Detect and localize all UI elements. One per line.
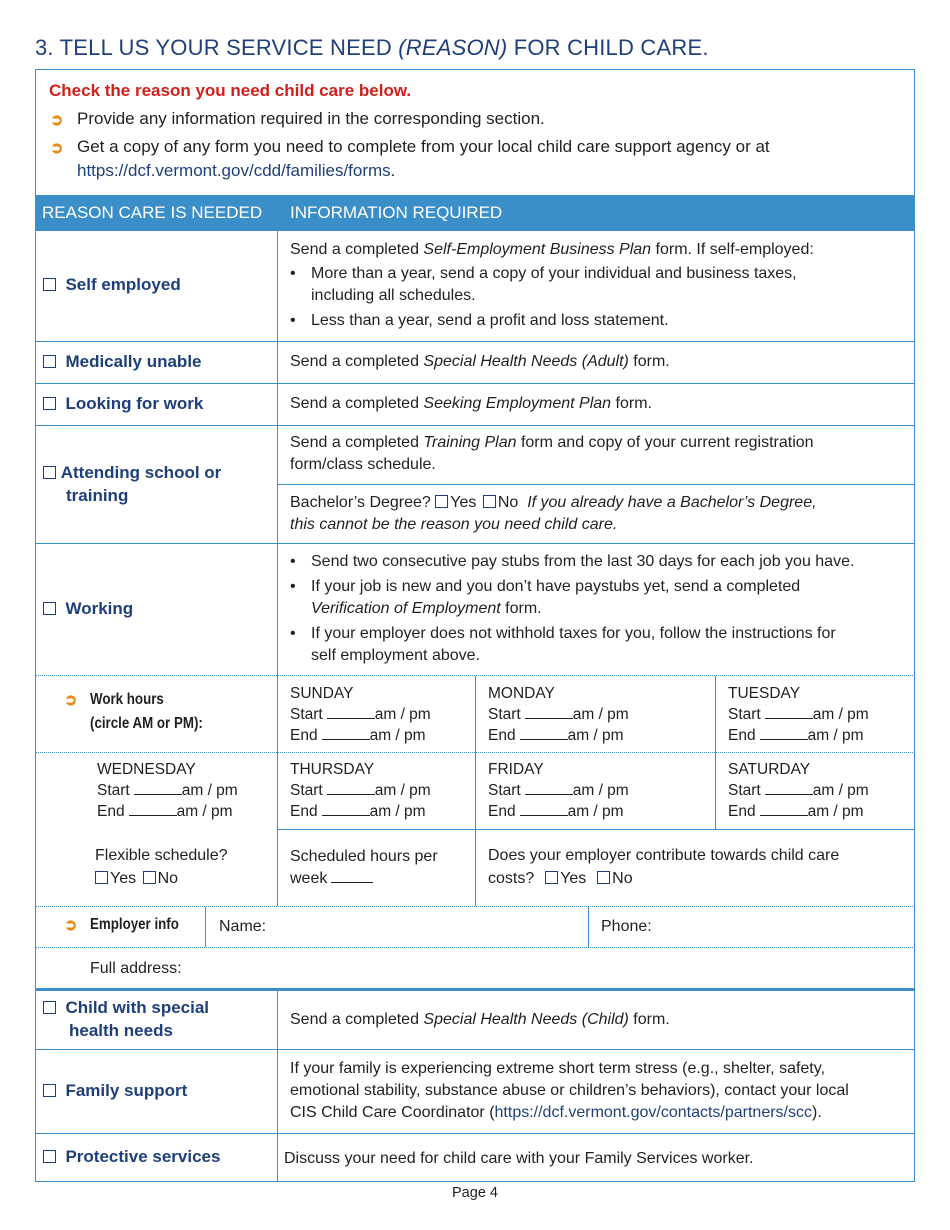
protective-info: Discuss your need for child care with your Family Services worker.	[284, 1150, 754, 1167]
looking-for-work-info: Send a completed Seeking Employment Plan form.	[290, 395, 652, 412]
start-time-field[interactable]	[765, 782, 813, 795]
row-divider	[35, 543, 915, 544]
flexible-schedule-label: Flexible schedule?	[95, 847, 228, 864]
checkbox[interactable]	[43, 278, 56, 291]
reason-school[interactable]: Attending school or	[43, 463, 221, 483]
employer-info-label: Employer info	[90, 916, 179, 933]
reason-self-employed[interactable]: Self employed	[43, 275, 181, 295]
divider	[277, 990, 278, 1182]
work-hours-label: Work hours	[90, 691, 164, 708]
table-header	[35, 195, 915, 231]
end-time-field[interactable]	[129, 803, 177, 816]
bullet: • More than a year, send a copy of your individual and business taxes,	[290, 265, 797, 282]
header-info: INFORMATION REQUIRED	[290, 203, 503, 222]
contribute-no-checkbox[interactable]	[597, 871, 610, 884]
row-divider	[35, 341, 915, 342]
school-info: Send a completed Training Plan form and copy of your current registration	[290, 434, 814, 451]
row-divider	[35, 1049, 915, 1050]
checkbox[interactable]	[43, 355, 56, 368]
family-support-line1: If your family is experiencing extreme short term stress (e.g., shelter, safety,	[290, 1060, 826, 1077]
work-hours-sublabel: (circle AM or PM):	[90, 715, 203, 732]
end-time-field[interactable]	[760, 727, 808, 740]
end-time-field[interactable]	[520, 727, 568, 740]
section-divider	[35, 988, 915, 991]
row-divider	[35, 383, 915, 384]
forms-link-line: https://dcf.vermont.gov/cdd/families/forms.	[77, 161, 396, 180]
self-employed-info: Send a completed Self-Employment Business Plan form. If self-employed:	[290, 241, 814, 258]
page-number: Page 4	[452, 1185, 498, 1201]
day-wednesday: WEDNESDAY Start am / pm End am / pm	[97, 761, 238, 820]
arrow-icon: ➲	[50, 112, 64, 129]
child-special-info: Send a completed Special Health Needs (Child) form.	[290, 1011, 670, 1028]
instruction-item: Provide any information required in the corresponding section.	[77, 109, 545, 128]
day-thursday: THURSDAY Start am / pm End am / pm	[290, 761, 431, 820]
divider	[715, 676, 716, 829]
start-time-field[interactable]	[525, 706, 573, 719]
reason-child-special-needs[interactable]: Child with special	[43, 998, 209, 1018]
scheduled-hours-week: week	[290, 868, 373, 890]
bachelor-yes-checkbox[interactable]	[435, 495, 448, 508]
divider	[205, 907, 206, 947]
bullet: • If your employer does not withhold taxes for you, follow the instructions for	[290, 625, 836, 642]
medically-unable-info: Send a completed Special Health Needs (Adult) form.	[290, 353, 670, 370]
employer-contribute-options: costs? Yes No	[488, 870, 633, 887]
checkbox[interactable]	[43, 1001, 56, 1014]
row-divider	[35, 1133, 915, 1134]
start-time-field[interactable]	[134, 782, 182, 795]
arrow-icon: ➲	[50, 140, 64, 157]
row-divider	[277, 484, 915, 485]
flexible-schedule-options: Yes No	[95, 868, 178, 890]
contribute-yes-checkbox[interactable]	[545, 871, 558, 884]
bullet: • If your job is new and you don’t have paystubs yet, send a completed	[290, 578, 801, 595]
bachelor-no-checkbox[interactable]	[483, 495, 496, 508]
row-divider	[35, 947, 915, 948]
family-support-line2: emotional stability, substance abuse or children’s behaviors), contact your local	[290, 1082, 849, 1099]
flexible-no-checkbox[interactable]	[143, 871, 156, 884]
reason-looking-for-work[interactable]: Looking for work	[43, 394, 203, 414]
reason-family-support[interactable]: Family support	[43, 1081, 187, 1101]
day-sunday: SUNDAY Start am / pm End am / pm	[290, 685, 431, 744]
reason-school-line2: training	[66, 486, 129, 505]
instruction-item: Get a copy of any form you need to complete from your local child care support agency or at	[77, 137, 770, 156]
start-time-field[interactable]	[327, 706, 375, 719]
divider	[588, 907, 589, 947]
bullet-cont: including all schedules.	[311, 287, 476, 304]
reason-child-special-needs-line2: health needs	[69, 1021, 173, 1040]
arrow-icon: ➲	[64, 917, 78, 934]
divider	[277, 231, 278, 676]
day-friday: FRIDAY Start am / pm End am / pm	[488, 761, 629, 820]
header-reason: REASON CARE IS NEEDED	[42, 203, 263, 222]
end-time-field[interactable]	[760, 803, 808, 816]
checkbox[interactable]	[43, 397, 56, 410]
row-divider	[35, 906, 915, 907]
reason-medically-unable[interactable]: Medically unable	[43, 352, 202, 372]
scheduled-hours-label: Scheduled hours per	[290, 848, 438, 865]
flexible-yes-checkbox[interactable]	[95, 871, 108, 884]
checkbox[interactable]	[43, 466, 56, 479]
reason-working[interactable]: Working	[43, 599, 133, 619]
arrow-icon: ➲	[64, 692, 78, 709]
scheduled-hours-field[interactable]	[331, 870, 373, 883]
school-info-line2: form/class schedule.	[290, 456, 436, 473]
start-time-field[interactable]	[525, 782, 573, 795]
day-monday: MONDAY Start am / pm End am / pm	[488, 685, 629, 744]
start-time-field[interactable]	[765, 706, 813, 719]
scc-link[interactable]: https://dcf.vermont.gov/contacts/partners/scc	[494, 1104, 812, 1121]
end-time-field[interactable]	[322, 727, 370, 740]
end-time-field[interactable]	[520, 803, 568, 816]
reason-protective-services[interactable]: Protective services	[43, 1147, 220, 1167]
employer-phone-field[interactable]: Phone:	[601, 918, 652, 935]
row-divider	[35, 425, 915, 426]
employer-address-field[interactable]: Full address:	[90, 960, 182, 977]
bullet-cont: Verification of Employment form.	[311, 600, 542, 617]
day-tuesday: TUESDAY Start am / pm End am / pm	[728, 685, 869, 744]
bachelor-note: this cannot be the reason you need child care.	[290, 516, 618, 533]
bullet: • Less than a year, send a profit and loss statement.	[290, 312, 669, 329]
bullet: • Send two consecutive pay stubs from the last 30 days for each job you have.	[290, 553, 855, 570]
bullet-cont: self employment above.	[311, 647, 480, 664]
divider	[277, 676, 278, 906]
day-saturday: SATURDAY Start am / pm End am / pm	[728, 761, 869, 820]
checkbox[interactable]	[43, 1084, 56, 1097]
divider	[475, 676, 476, 906]
row-divider	[277, 829, 915, 830]
employer-name-field[interactable]: Name:	[219, 918, 267, 935]
end-time-field[interactable]	[322, 803, 370, 816]
checkbox[interactable]	[43, 1150, 56, 1163]
page-title: 3. TELL US YOUR SERVICE NEED (REASON) FOR CHILD CARE.	[35, 35, 709, 60]
bachelor-question: Bachelor’s Degree? Yes No If you already have a Bachelor’s Degree,	[290, 494, 817, 511]
start-time-field[interactable]	[327, 782, 375, 795]
employer-contribute-label: Does your employer contribute towards child care	[488, 847, 840, 864]
family-support-line3: CIS Child Care Coordinator (https://dcf.vermont.gov/contacts/partners/scc).	[290, 1104, 822, 1121]
instructions-heading: Check the reason you need child care below.	[49, 81, 412, 100]
forms-link[interactable]: https://dcf.vermont.gov/cdd/families/forms	[77, 161, 391, 180]
checkbox[interactable]	[43, 602, 56, 615]
